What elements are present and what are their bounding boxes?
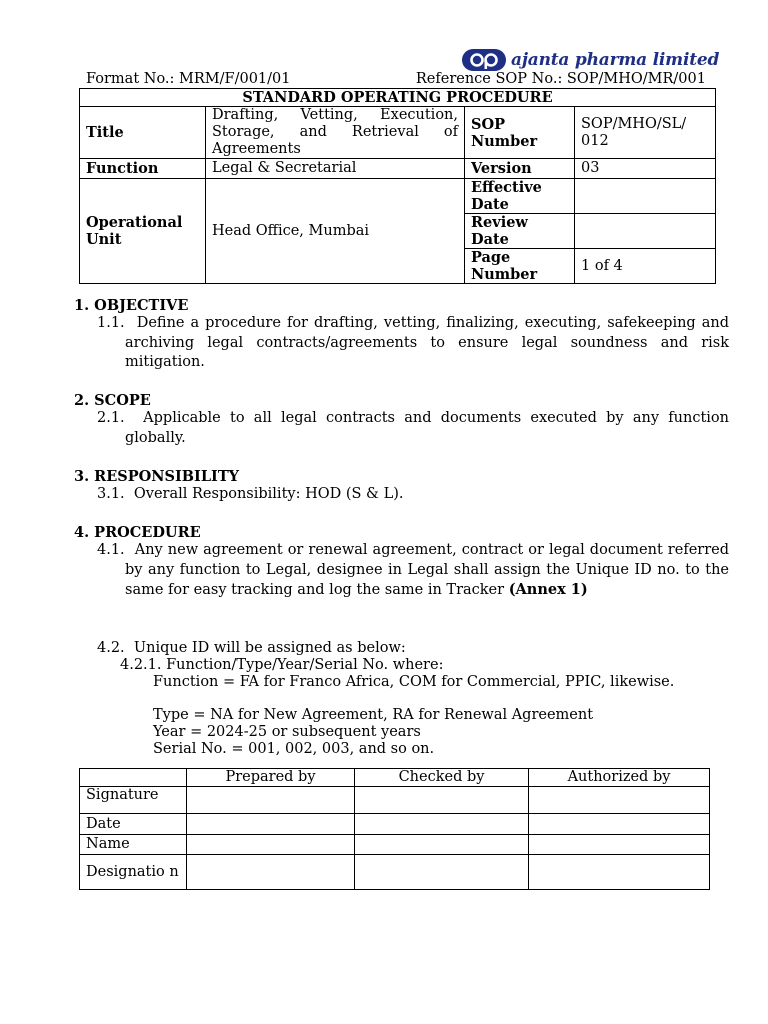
procedure-4-1-number: 4.1. <box>97 542 125 558</box>
designation-checked-cell <box>355 855 529 890</box>
signature-prepared-cell <box>187 787 355 814</box>
name-checked-cell <box>355 835 529 855</box>
scope-heading: 2. SCOPE <box>74 392 151 409</box>
name-authorized-cell <box>529 835 710 855</box>
sop-heading: STANDARD OPERATING PROCEDURE <box>80 89 716 107</box>
function-value: Legal & Secretarial <box>206 159 465 179</box>
format-number: Format No.: MRM/F/001/01 <box>86 71 291 87</box>
effective-date-value <box>575 179 716 214</box>
title-label: Title <box>80 107 206 159</box>
version-label: Version <box>465 159 575 179</box>
signature-table <box>79 768 710 890</box>
date-authorized-cell <box>529 814 710 835</box>
year-definition: Year = 2024-25 or subsequent years <box>153 724 421 740</box>
designation-row-label: Designatio n <box>80 855 187 890</box>
name-row-label: Name <box>80 835 187 855</box>
function-definition: Function = FA for Franco Africa, COM for Commercial, PPIC, likewise. <box>153 674 675 690</box>
authorized-by-header: Authorized by <box>529 769 710 787</box>
scope-text: Applicable to all legal contracts and documents executed by any function globally. <box>125 410 729 446</box>
scope-number: 2.1. <box>97 410 125 426</box>
sig-col-blank <box>80 769 187 787</box>
designation-authorized-cell <box>529 855 710 890</box>
company-name: ajanta pharma limited <box>511 50 720 70</box>
serial-definition: Serial No. = 001, 002, 003, and so on. <box>153 741 435 757</box>
procedure-4-1-text: Any new agreement or renewal agreement, contract or legal document referred by any function to Legal, designee in Legal shall assign the Unique ID no. to the same for easy tracking and log the same in Tracker <box>125 542 729 598</box>
effective-date-label: Effective Date <box>465 179 575 214</box>
procedure-4-2-1-number: 4.2.1. <box>120 657 162 673</box>
responsibility-heading: 3. RESPONSIBILITY <box>74 468 239 485</box>
objective-heading: 1. OBJECTIVE <box>74 297 189 314</box>
responsibility-text: Overall Responsibility: HOD (S & L). <box>133 486 404 502</box>
title-value: Drafting, Vetting, Execution, Storage, and Retrieval of Agreements <box>206 107 465 159</box>
prepared-by-header: Prepared by <box>187 769 355 787</box>
reference-sop-number: Reference SOP No.: SOP/MHO/MR/001 <box>415 71 706 87</box>
page-number-value: 1 of 4 <box>575 249 716 284</box>
sop-number-value: SOP/MHO/SL/ 012 <box>575 107 716 159</box>
responsibility-number: 3.1. <box>97 486 125 502</box>
type-definition: Type = NA for New Agreement, RA for Renewal Agreement <box>153 707 594 723</box>
company-logo <box>462 48 719 72</box>
scope-paragraph <box>97 409 729 448</box>
version-value: 03 <box>575 159 716 179</box>
review-date-value <box>575 214 716 249</box>
responsibility-paragraph <box>97 485 729 505</box>
date-prepared-cell <box>187 814 355 835</box>
procedure-4-2-text: Unique ID will be assigned as below: <box>133 640 406 656</box>
ap-monogram-icon <box>462 49 506 71</box>
operational-unit-value: Head Office, Mumbai <box>206 179 465 284</box>
operational-unit-label: Operational Unit <box>80 179 206 284</box>
name-prepared-cell <box>187 835 355 855</box>
designation-prepared-cell <box>187 855 355 890</box>
procedure-paragraph-4-1 <box>97 541 729 601</box>
procedure-4-2-1-text: Function/Type/Year/Serial No. where: <box>166 657 444 673</box>
page-number-label: Page Number <box>465 249 575 284</box>
review-date-label: Review Date <box>465 214 575 249</box>
signature-checked-cell <box>355 787 529 814</box>
procedure-4-2-number: 4.2. <box>97 640 125 656</box>
sop-header-table <box>79 88 716 284</box>
procedure-heading: 4. PROCEDURE <box>74 524 201 541</box>
objective-number: 1.1. <box>97 315 125 331</box>
function-label: Function <box>80 159 206 179</box>
objective-paragraph <box>97 314 729 373</box>
signature-authorized-cell <box>529 787 710 814</box>
date-checked-cell <box>355 814 529 835</box>
signature-row-label: Signature <box>80 787 187 814</box>
date-row-label: Date <box>80 814 187 835</box>
checked-by-header: Checked by <box>355 769 529 787</box>
objective-text: Define a procedure for drafting, vetting, finalizing, executing, safekeeping and archiving legal contracts/agreements to ensure legal soundness and risk mitigation. <box>125 315 729 370</box>
sop-number-label: SOP Number <box>465 107 575 159</box>
procedure-paragraph-4-2-1 <box>120 657 443 674</box>
procedure-paragraph-4-2 <box>97 639 701 659</box>
annex-reference: (Annex 1) <box>508 581 588 598</box>
